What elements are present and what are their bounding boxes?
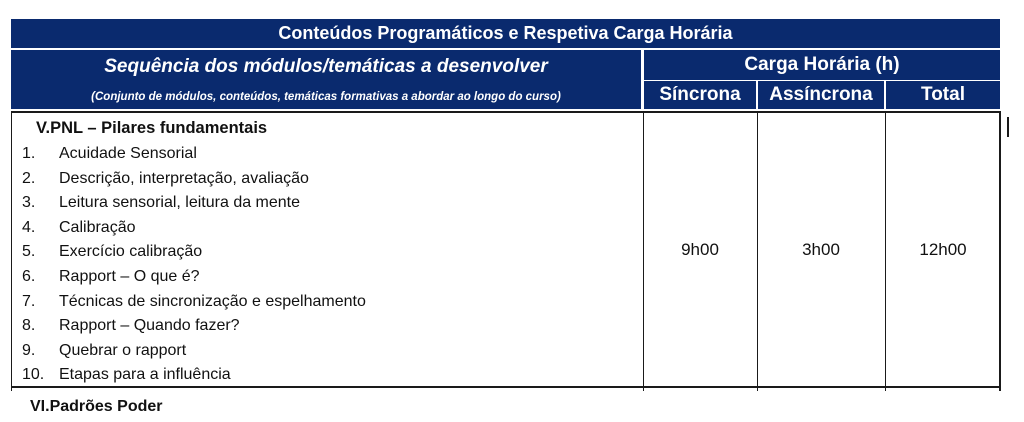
cursor-mark	[1007, 117, 1009, 137]
list-item: 1. Acuidade Sensorial	[22, 145, 197, 162]
list-item: 9. Quebrar o rapport	[22, 341, 187, 359]
col-total-header: Total	[886, 81, 1000, 109]
module-content	[22, 117, 622, 388]
total-hours-value: 12h00	[919, 240, 967, 259]
table-title: Conteúdos Programáticos e Respetiva Carga Horária	[11, 19, 1000, 48]
next-module-title-cut: VI.Padrões Poder	[30, 398, 163, 415]
sequence-subheader: (Conjunto de módulos, conteúdos, temáticas formativas a abordar ao longo do curso)	[11, 84, 641, 109]
workload-header: Carga Horária (h)	[644, 50, 1000, 80]
table-border-left	[11, 111, 12, 391]
list-item: 3. Leitura sensorial, leitura da mente	[22, 194, 301, 212]
col-sync-header: Síncrona	[644, 81, 756, 109]
module-title: V.PNL – Pilares fundamentais	[36, 119, 268, 137]
list-item: 2. Descrição, interpretação, avaliação	[22, 169, 309, 187]
col-async-header: Assíncrona	[758, 81, 884, 109]
sequence-header: Sequência dos módulos/temáticas a desenvolver	[11, 50, 641, 84]
sync-hours-value: 9h00	[681, 240, 719, 259]
list-item: 10. Etapas para a influência	[22, 366, 231, 384]
async-hours-value: 3h00	[802, 240, 840, 259]
table-border-top	[11, 111, 1000, 113]
list-item: 7. Técnicas de sincronização e espelhamento	[22, 292, 366, 310]
list-item: 8. Rapport – Quando fazer?	[22, 317, 240, 335]
list-item: 6. Rapport – O que é?	[22, 267, 200, 285]
list-item: 5. Exercício calibração	[22, 243, 203, 261]
list-item: 4. Calibração	[22, 218, 136, 236]
